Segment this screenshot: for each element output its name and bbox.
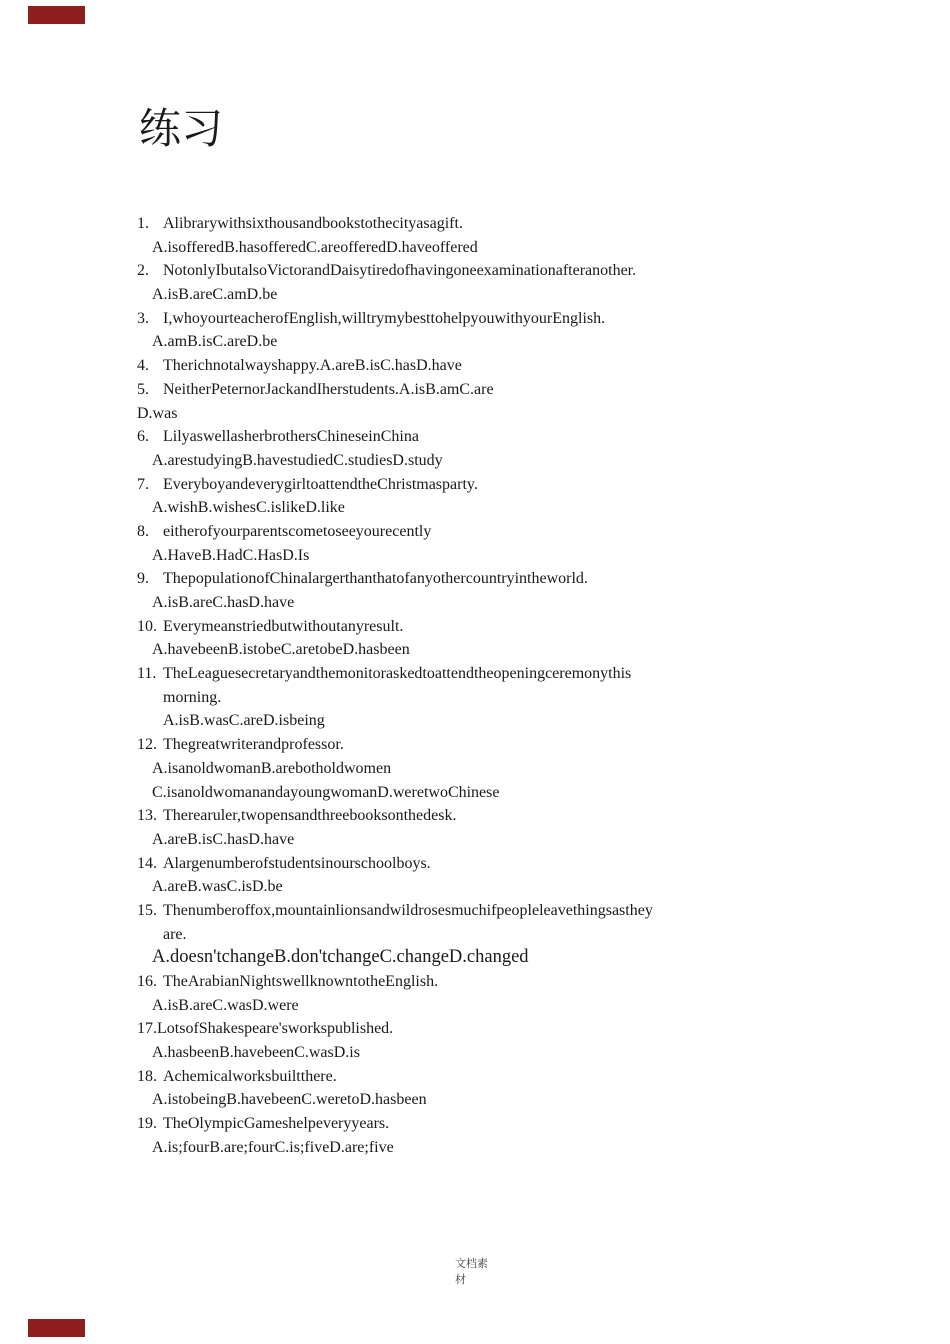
line-text: Therearuler,twopensandthreebooksonthedesk. (163, 807, 457, 825)
question-line (137, 804, 937, 828)
line-text: LilyaswellasherbrothersChineseinChina (163, 428, 419, 446)
question-line (137, 425, 937, 449)
question-line (137, 473, 937, 497)
question-number: 8. (137, 522, 149, 540)
question-number: 15. (137, 901, 157, 919)
line-text: Thegreatwriterandprofessor. (163, 736, 344, 754)
footer-watermark-line2: 材 (455, 1274, 466, 1286)
line-text: I,whoyourteacherofEnglish,willtrymybesttohelpyouwithyourEnglish. (163, 309, 606, 327)
question-number: 16. (137, 973, 157, 990)
question-list (137, 212, 937, 1160)
question-number: 9. (137, 570, 149, 588)
question-number: 18. (137, 1067, 157, 1085)
line-text: NeitherPeternorJackandIherstudents.A.isB.amC.are (163, 380, 494, 398)
text-line (137, 236, 937, 260)
text-line (137, 449, 937, 473)
text-line (137, 496, 937, 520)
line-text: A.isB.wasC.areD.isbeing (163, 712, 325, 730)
line-text: 17.LotsofShakespeare'sworkspublished. (137, 1020, 394, 1038)
text-line (137, 923, 937, 947)
line-text: A.amB.isC.areD.be (152, 333, 278, 351)
redaction-mark-bottom (28, 1319, 85, 1337)
line-text: Alargenumberofstudentsinourschoolboys. (163, 854, 431, 872)
question-line (137, 662, 937, 686)
question-number: 4. (137, 357, 149, 375)
text-line (137, 544, 937, 568)
text-line (137, 402, 937, 426)
question-line (137, 567, 937, 591)
text-line (137, 1017, 937, 1041)
text-line (137, 994, 937, 1018)
line-text: TheOlympicGameshelpeveryyears. (163, 1115, 390, 1133)
text-line (137, 330, 937, 354)
line-text: TheLeaguesecretaryandthemonitoraskedtoattendtheopeningceremonythis (163, 665, 632, 683)
question-line (137, 1065, 937, 1089)
line-text: A.isanoldwomanB.arebotholdwomen (152, 759, 392, 777)
line-text: are. (163, 925, 187, 943)
line-text: Everymeanstriedbutwithoutanyresult. (163, 617, 404, 635)
footer-watermark (455, 1256, 488, 1288)
line-text: A.hasbeenB.havebeenC.wasD.is (152, 1044, 360, 1062)
line-text: eitherofyourparentscometoseeyourecently (163, 522, 432, 540)
line-text: Therichnotalwayshappy.A.areB.isC.hasD.have (163, 357, 462, 375)
question-line (137, 970, 937, 994)
question-number: 7. (137, 475, 149, 493)
line-text: Alibrarywithsixthousandbookstothecityasagift. (163, 215, 463, 232)
question-number: 1. (137, 215, 149, 232)
line-text: A.isB.areC.amD.be (152, 286, 278, 304)
line-text: Thenumberoffox,mountainlionsandwildrosesmuchifpeopleleavethingsasthey (163, 901, 653, 919)
question-line (137, 1112, 937, 1136)
question-number: 14. (137, 854, 157, 872)
question-number: 2. (137, 262, 149, 280)
line-text: D.was (137, 404, 178, 422)
line-text: A.areB.isC.hasD.have (152, 830, 295, 848)
question-number: 10. (137, 617, 157, 635)
question-line (137, 378, 937, 402)
line-text: C.isanoldwomanandayoungwomanD.weretwoChinese (152, 783, 500, 801)
text-line (137, 875, 937, 899)
line-text: A.isofferedB.hasofferedC.areofferedD.haveoffered (152, 238, 478, 256)
question-number: 3. (137, 309, 149, 327)
question-line (137, 307, 937, 331)
text-line (137, 283, 937, 307)
question-line (137, 615, 937, 639)
line-text: morning. (163, 688, 222, 706)
text-line (137, 946, 937, 970)
question-number: 12. (137, 736, 157, 754)
question-line (137, 899, 937, 923)
redaction-mark-top (28, 6, 85, 24)
line-text: A.isB.areC.wasD.were (152, 996, 299, 1014)
footer-watermark-line1: 文档素 (455, 1258, 488, 1270)
line-text: A.havebeenB.istobeC.aretobeD.hasbeen (152, 641, 410, 659)
text-line (137, 828, 937, 852)
line-text: A.isB.areC.hasD.have (152, 594, 295, 611)
text-line (137, 686, 937, 710)
question-number: 5. (137, 380, 149, 398)
line-text: NotonlyIbutalsoVictorandDaisytiredofhavingoneexaminationafteranother. (163, 262, 637, 280)
question-number: 11. (137, 665, 157, 683)
question-line (137, 212, 937, 236)
text-line (137, 1041, 937, 1065)
question-number: 13. (137, 807, 157, 825)
text-line (137, 781, 937, 805)
question-line (137, 733, 937, 757)
line-text: A.istobeingB.havebeenC.weretoD.hasbeen (152, 1091, 427, 1109)
question-line (137, 520, 937, 544)
line-text: A.areB.wasC.isD.be (152, 878, 283, 896)
question-number: 6. (137, 428, 149, 446)
question-number: 19. (137, 1115, 157, 1133)
text-line (137, 591, 937, 615)
text-line (137, 709, 937, 733)
line-text: Achemicalworksbuiltthere. (163, 1067, 337, 1085)
line-text: A.doesn'tchangeB.don'tchangeC.changeD.changed (152, 947, 529, 968)
text-line (137, 1136, 937, 1160)
line-text: EveryboyandeverygirltoattendtheChristmasparty. (163, 475, 478, 493)
question-line (137, 259, 937, 283)
line-text: ThepopulationofChinalargerthanthatofanyothercountryintheworld. (163, 570, 588, 588)
line-text: A.HaveB.HadC.HasD.Is (152, 546, 310, 564)
text-line (137, 1088, 937, 1112)
line-text: A.is;fourB.are;fourC.is;fiveD.are;five (152, 1138, 394, 1156)
question-line (137, 852, 937, 876)
line-text: A.arestudyingB.havestudiedC.studiesD.study (152, 451, 443, 469)
line-text: TheArabianNightswellknowntotheEnglish. (163, 973, 439, 990)
question-line (137, 354, 937, 378)
text-line (137, 757, 937, 781)
page-title: 练习 (139, 107, 224, 153)
line-text: A.wishB.wishesC.islikeD.like (152, 499, 345, 517)
text-line (137, 638, 937, 662)
